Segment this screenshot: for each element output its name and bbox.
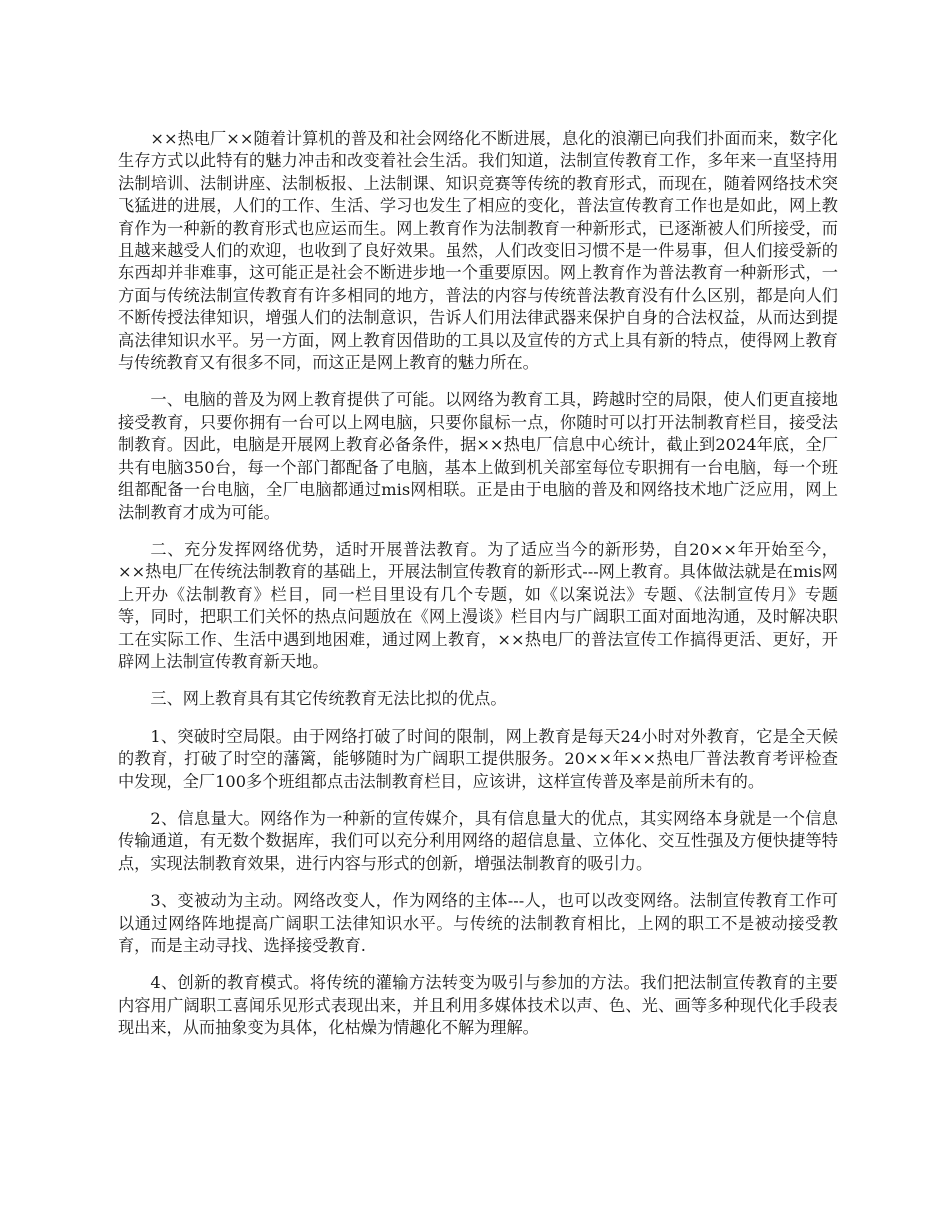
- paragraph-point-1: 1、突破时空局限。由于网络打破了时间的限制，网上教育是每天24小时对外教育，它是全天候的教育，打破了时空的藩篱，能够随时为广阔职工提供服务。20××年××热电厂普法教育考评检查中发现，全厂100多个班组都点击法制教育栏目，应该讲，这样宣传普及率是前所未有的。: [118, 726, 838, 791]
- paragraph-intro: ××热电厂××随着计算机的普及和社会网络化不断进展，息化的浪潮已向我们扑面而来，数字化生存方式以此特有的魅力冲击和改变着社会生活。我们知道，法制宣传教育工作，多年来一直坚持用法制培训、法制讲座、法制板报、上法制课、知识竞赛等传统的教育形式，而现在，随着网络技术突飞猛进的进展，人们的工作、生活、学习也发生了相应的变化，普法宣传教育工作也是如此，网上教育作为一种新的教育形式也应运而生。网上教育作为法制教育一种新形式，已逐渐被人们所接受，而且越来越受人们的欢迎，也收到了良好效果。虽然，人们改变旧习惯不是一件易事，但人们接受新的东西却并非难事，这可能正是社会不断进步地一个重要原因。网上教育作为普法教育一种新形式，一方面与传统法制宣传教育有许多相同的地方，普法的内容与传统普法教育没有什么区别，都是向人们不断传授法律知识，增强人们的法制意识，告诉人们用法律武器来保护自身的合法权益，从而达到提高法律知识水平。另一方面，网上教育因借助的工具以及宣传的方式上具有新的特点，使得网上教育与传统教育又有很多不同，而这正是网上教育的魅力所在。: [118, 129, 838, 373]
- paragraph-section-3-heading: 三、网上教育具有其它传统教育无法比拟的优点。: [150, 689, 507, 709]
- paragraph-section-2: 二、充分发挥网络优势，适时开展普法教育。为了适应当今的新形势，自20××年开始至今，××热电厂在传统法制教育的基础上，开展法制宣传教育的新形式---网上教育。具体做法就是在mis网上开办《法制教育》栏目，同一栏目里设有几个专题，如《以案说法》专题、《法制宣传月》专题等，同时，把职工们关怀的热点问题放在《网上漫谈》栏目内与广阔职工面对面地沟通，及时解决职工在实际工作、生活中遇到地困难，通过网上教育，××热电厂的普法宣传工作搞得更活、更好，开辟网上法制宣传教育新天地。: [118, 539, 838, 671]
- document-body: [118, 128, 838, 1055]
- paragraph-point-3: 3、变被动为主动。网络改变人，作为网络的主体---人，也可以改变网络。法制宣传教育工作可以通过网络阵地提高广阔职工法律知识水平。与传统的法制教育相比，上网的职工不是被动接受教育，而是主动寻找、选择接受教育.: [118, 891, 838, 955]
- paragraph-point-4: 4、创新的教育模式。将传统的灌输方法转变为吸引与参加的方法。我们把法制宣传教育的主要内容用广阔职工喜闻乐见形式表现出来，并且利用多媒体技术以声、色、光、画等多种现代化手段表现出来，从而抽象变为具体，化枯燥为情趣化不解为理解。: [118, 973, 838, 1038]
- paragraph-section-1: 一、电脑的普及为网上教育提供了可能。以网络为教育工具，跨越时空的局限，使人们更直接地接受教育，只要你拥有一台可以上网电脑，只要你鼠标一点，你随时可以打开法制教育栏目，接受法制教育。因此，电脑是开展网上教育必备条件，据××热电厂信息中心统计，截止到2024年底，全厂共有电脑350台，每一个部门都配备了电脑，基本上做到机关部室每位专职拥有一台电脑，每一个班组都配备一台电脑，全厂电脑都通过mis网相联。正是由于电脑的普及和网络技术地广泛应用，网上法制教育才成为可能。: [118, 390, 838, 522]
- paragraph-point-2: 2、信息量大。网络作为一种新的宣传媒介，具有信息量大的优点，其实网络本身就是一个信息传输通道，有无数个数据库，我们可以充分利用网络的超信息量、立体化、交互性强及方便快捷等特点，实现法制教育效果，进行内容与形式的创新，增强法制教育的吸引力。: [118, 808, 838, 873]
